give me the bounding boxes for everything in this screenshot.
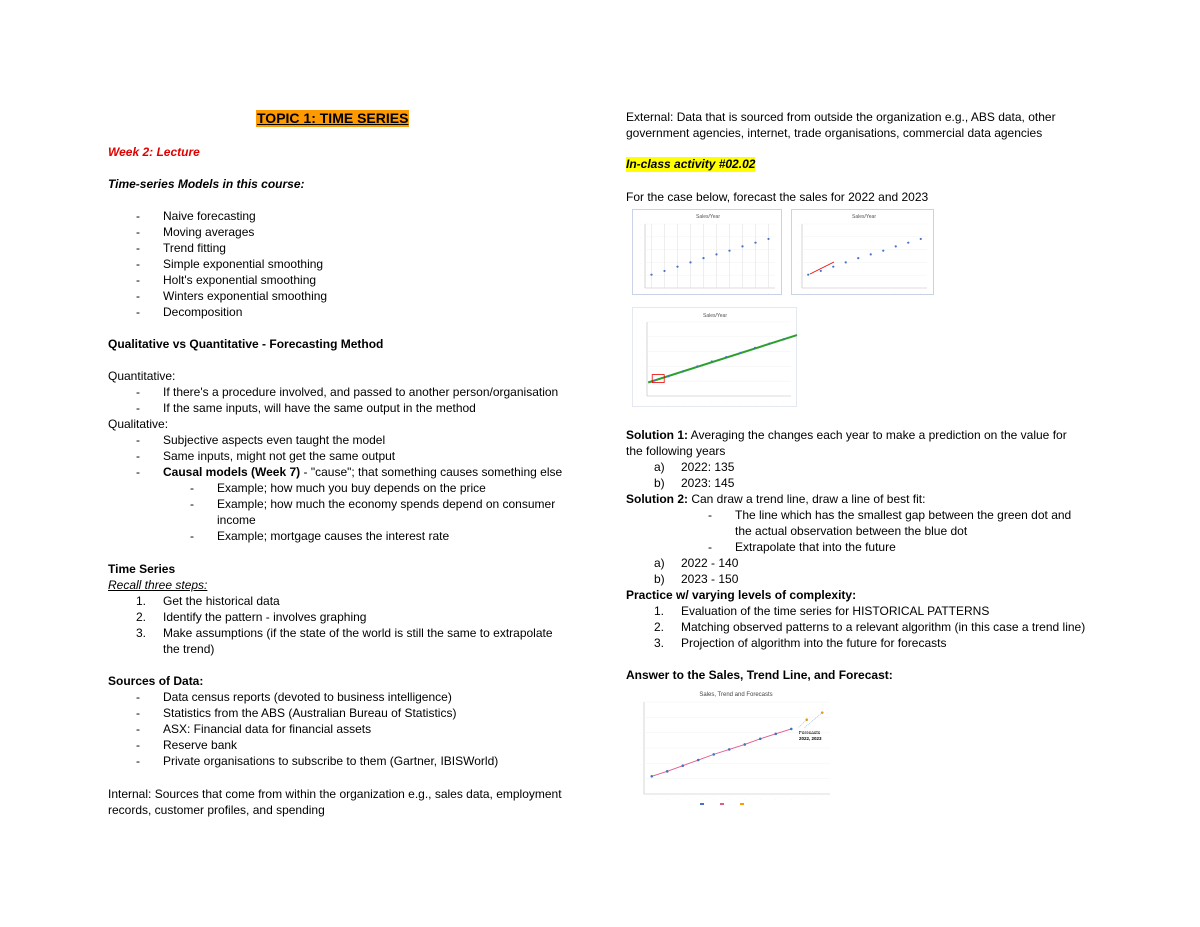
data-point	[870, 253, 872, 255]
y-tick-label: ·	[640, 777, 641, 782]
data-point	[740, 352, 742, 354]
model-item: Trend fitting	[163, 241, 226, 255]
x-tick-label: ·	[895, 292, 897, 295]
causal-rest: - "cause"; that something causes something else	[300, 465, 563, 479]
data-point	[882, 250, 884, 252]
data-point	[920, 238, 922, 240]
sol2-b: 2023 - 150	[681, 572, 739, 586]
chart-title: Sales/Year	[703, 313, 727, 319]
causal-example: Example; how much you buy depends on the price	[217, 481, 486, 495]
x-tick-label: ·	[775, 797, 777, 801]
chart-title: Sales/Year	[852, 214, 876, 220]
dash: -	[136, 690, 140, 704]
dash: -	[136, 738, 140, 752]
x-tick-label: ·	[754, 400, 756, 403]
data-point	[895, 245, 897, 247]
data-point	[743, 743, 746, 746]
practice-item: Matching observed patterns to a relevant algorithm (in this case a trend line)	[681, 620, 1086, 634]
ts-recall: Recall three steps:	[108, 578, 208, 592]
internal-text: Internal: Sources that come from within the organization e.g., sales data, employment	[108, 787, 562, 801]
x-tick-label: ·	[783, 400, 785, 403]
data-point	[774, 733, 777, 736]
quant-item: If the same inputs, will have the same output in the method	[163, 401, 476, 415]
quant-item: If there's a procedure involved, and passed to another person/organisation	[163, 385, 559, 399]
qual-item: Same inputs, might not get the same output	[163, 449, 396, 463]
x-tick-label: ·	[729, 292, 730, 295]
x-tick-label: ·	[742, 292, 743, 295]
x-tick-label: ·	[666, 797, 668, 801]
y-tick-label: ·	[640, 222, 641, 227]
x-tick-label: ·	[821, 797, 823, 801]
y-tick-label: ·	[640, 746, 641, 751]
solution1	[626, 428, 1067, 443]
x-tick-label: ·	[716, 292, 717, 295]
model-item: Simple exponential smoothing	[163, 257, 324, 271]
x-tick-label: ·	[725, 400, 727, 403]
model-item: Winters exponential smoothing	[163, 289, 328, 303]
final-forecast-chart	[630, 686, 842, 808]
qvq-heading: Qualitative vs Quantitative - Forecasting Method	[108, 337, 384, 351]
dash: -	[190, 481, 194, 495]
dash: -	[136, 401, 140, 415]
model-item: Holt's exponential smoothing	[163, 273, 317, 287]
source-item: ASX: Financial data for financial assets	[163, 722, 372, 736]
dash: -	[136, 754, 140, 768]
quant-label: Quantitative:	[108, 369, 176, 383]
num: 1.	[654, 604, 665, 618]
dash: -	[136, 706, 140, 720]
data-point	[759, 738, 762, 741]
dash: -	[136, 465, 140, 479]
ts-step: Make assumptions (if the state of the world is still the same to extrapolate	[163, 626, 553, 640]
dash: -	[136, 257, 140, 271]
data-point	[728, 250, 730, 252]
y-tick-label: ·	[797, 260, 798, 265]
dash: -	[136, 305, 140, 319]
sol1-b: 2023: 145	[681, 476, 735, 490]
model-item: Moving averages	[163, 225, 255, 239]
answer-heading: Answer to the Sales, Trend Line, and Forecast:	[626, 668, 893, 682]
data-point	[697, 759, 700, 762]
source-item: Statistics from the ABS (Australian Bureau of Statistics)	[163, 706, 457, 720]
model-item: Decomposition	[163, 305, 243, 319]
letter: a)	[654, 556, 665, 570]
qual-label: Qualitative:	[108, 417, 169, 431]
y-tick-label: ·	[640, 700, 641, 705]
sol2-sub-cont: the actual observation between the blue dot	[735, 524, 968, 538]
gap-marker	[810, 262, 834, 274]
x-tick-label: ·	[651, 292, 652, 295]
x-tick-label: ·	[806, 797, 808, 801]
data-point	[668, 375, 670, 377]
model-item: Naive forecasting	[163, 209, 256, 223]
x-tick-label: ·	[768, 292, 769, 295]
y-tick-label: ·	[640, 260, 641, 265]
practice-item: Evaluation of the time series for HISTORICAL PATTERNS	[681, 604, 990, 618]
y-tick-label: ·	[797, 248, 798, 253]
qual-item: Subjective aspects even taught the model	[163, 433, 386, 447]
legend-swatch	[740, 803, 744, 805]
causal-item	[163, 465, 562, 480]
dash: -	[136, 273, 140, 287]
data-point	[783, 338, 785, 340]
models-heading: Time-series Models in this course:	[108, 177, 305, 191]
chart-title: Sales, Trend and Forecasts	[699, 692, 773, 698]
x-tick-label: ·	[832, 292, 834, 295]
x-tick-label: ·	[697, 797, 699, 801]
y-tick-label: ·	[642, 379, 643, 384]
sol2-rest: Can draw a trend line, draw a line of best fit:	[688, 492, 926, 506]
data-point	[666, 770, 669, 773]
letter: b)	[654, 572, 665, 586]
data-point	[712, 753, 715, 756]
sales-chart-1	[632, 209, 782, 295]
num: 2.	[654, 620, 665, 634]
dash: -	[136, 385, 140, 399]
sol1-rest: Averaging the changes each year to make a prediction on the value for	[688, 428, 1067, 442]
sales-chart-3	[632, 307, 797, 407]
forecast-annotation-years: 2022, 2023	[799, 736, 822, 741]
causal-example: Example; mortgage causes the interest rate	[217, 529, 450, 543]
data-point	[807, 274, 809, 276]
sol2-sub: Extrapolate that into the future	[735, 540, 896, 554]
x-tick-label: ·	[651, 797, 653, 801]
num: 1.	[136, 594, 147, 608]
data-point	[711, 360, 713, 362]
x-tick-label: ·	[768, 400, 770, 403]
trend-line	[648, 335, 797, 382]
data-point	[653, 379, 655, 381]
sales-chart-2	[791, 209, 934, 295]
data-point	[728, 748, 731, 751]
forecast-annotation: Forecasts	[799, 730, 821, 735]
num: 2.	[136, 610, 147, 624]
x-tick-label: ·	[696, 400, 698, 403]
x-tick-label: ·	[682, 400, 684, 403]
x-tick-label: ·	[740, 400, 742, 403]
dash: -	[136, 241, 140, 255]
data-point	[741, 245, 743, 247]
data-point	[790, 728, 793, 731]
x-tick-label: ·	[857, 292, 859, 295]
dash: -	[136, 289, 140, 303]
solution1-cont: the following years	[626, 444, 726, 458]
data-point	[715, 253, 717, 255]
data-point	[857, 257, 859, 259]
causal-example-cont: income	[217, 513, 256, 527]
sales-chart-3-svg	[633, 308, 798, 408]
x-tick-label: ·	[920, 292, 922, 295]
sales-chart-1-svg	[633, 210, 783, 296]
topic-title: TOPIC 1: TIME SERIES	[257, 110, 409, 126]
source-item: Reserve bank	[163, 738, 238, 752]
x-tick-label: ·	[882, 292, 884, 295]
x-tick-label: ·	[755, 292, 756, 295]
data-point	[650, 274, 652, 276]
x-tick-label: ·	[907, 292, 909, 295]
sol1-bold: Solution 1:	[626, 428, 688, 442]
sol2-bold: Solution 2:	[626, 492, 688, 506]
letter: b)	[654, 476, 665, 490]
y-tick-label: ·	[640, 761, 641, 766]
data-point	[696, 365, 698, 367]
y-tick-label: ·	[640, 731, 641, 736]
y-tick-label: ·	[640, 248, 641, 253]
x-tick-label: ·	[744, 797, 746, 801]
x-tick-label: ·	[820, 292, 822, 295]
y-tick-label: ·	[642, 335, 643, 340]
y-tick-label: ·	[642, 364, 643, 369]
x-tick-label: ·	[668, 400, 670, 403]
sol1-a: 2022: 135	[681, 460, 735, 474]
y-tick-label: ·	[797, 222, 798, 227]
external-text: External: Data that is sourced from outside the organization e.g., ABS data, other	[626, 110, 1056, 124]
causal-example: Example; how much the economy spends depend on consumer	[217, 497, 556, 511]
x-tick-label: ·	[713, 797, 715, 801]
data-point	[663, 270, 665, 272]
legend-swatch	[720, 803, 724, 805]
data-point	[754, 347, 756, 349]
dash: -	[190, 529, 194, 543]
data-point	[681, 764, 684, 767]
y-tick-label: ·	[797, 273, 798, 278]
y-tick-label: ·	[640, 715, 641, 720]
source-item: Data census reports (devoted to business intelligence)	[163, 690, 452, 704]
num: 3.	[654, 636, 665, 650]
x-tick-label: ·	[790, 797, 792, 801]
internal-text-cont: records, customer profiles, and spending	[108, 803, 325, 817]
forecast-pointer	[798, 720, 807, 728]
causal-bold: Causal models (Week 7)	[163, 465, 301, 479]
dash: -	[136, 722, 140, 736]
ts-heading: Time Series	[108, 562, 176, 576]
data-point	[832, 266, 834, 268]
ts-step-cont: the trend)	[163, 642, 215, 656]
ts-step: Identify the pattern - involves graphing	[163, 610, 367, 624]
data-point	[907, 242, 909, 244]
dash: -	[136, 433, 140, 447]
dash: -	[708, 508, 712, 522]
sales-chart-2-svg	[792, 210, 935, 296]
dash: -	[136, 449, 140, 463]
external-text-cont: government agencies, internet, trade organisations, commercial data agencies	[626, 126, 1043, 140]
data-point	[702, 257, 704, 259]
x-tick-label: ·	[870, 292, 872, 295]
case-text: For the case below, forecast the sales for 2022 and 2023	[626, 190, 929, 204]
y-tick-label: ·	[640, 273, 641, 278]
data-point	[767, 238, 769, 240]
trend-line	[652, 729, 792, 776]
data-point	[676, 266, 678, 268]
sources-heading: Sources of Data:	[108, 674, 204, 688]
practice-item: Projection of algorithm into the future for forecasts	[681, 636, 947, 650]
dash: -	[136, 225, 140, 239]
data-point	[650, 775, 653, 778]
x-tick-label: ·	[728, 797, 730, 801]
y-tick-label: ·	[642, 350, 643, 355]
x-tick-label: ·	[759, 797, 761, 801]
dash: -	[708, 540, 712, 554]
legend-swatch	[700, 803, 704, 805]
y-tick-label: ·	[797, 235, 798, 240]
num: 3.	[136, 626, 147, 640]
source-item: Private organisations to subscribe to them (Gartner, IBISWorld)	[163, 754, 499, 768]
data-point	[754, 242, 756, 244]
letter: a)	[654, 460, 665, 474]
x-tick-label: ·	[677, 292, 678, 295]
ts-step: Get the historical data	[163, 594, 280, 608]
sol2-a: 2022 - 140	[681, 556, 739, 570]
x-tick-label: ·	[845, 292, 847, 295]
x-tick-label: ·	[664, 292, 665, 295]
x-tick-label: ·	[703, 292, 704, 295]
x-tick-label: ·	[653, 400, 655, 403]
practice-heading: Practice w/ varying levels of complexity:	[626, 588, 857, 602]
dash: -	[190, 497, 194, 511]
activity-heading: In-class activity #02.02	[626, 157, 756, 171]
forecast-point	[821, 711, 824, 714]
final-forecast-chart-svg	[630, 686, 842, 808]
data-point	[725, 356, 727, 358]
x-tick-label: ·	[690, 292, 691, 295]
data-point	[845, 261, 847, 263]
y-tick-label: ·	[640, 235, 641, 240]
dash: -	[136, 209, 140, 223]
y-tick-label: ·	[642, 320, 643, 325]
data-point	[689, 261, 691, 263]
x-tick-label: ·	[807, 292, 809, 295]
solution2	[626, 492, 925, 507]
data-point	[682, 370, 684, 372]
chart-title: Sales/Year	[696, 214, 720, 220]
sol2-sub: The line which has the smallest gap between the green dot and	[735, 508, 1072, 522]
x-tick-label: ·	[711, 400, 713, 403]
data-point	[820, 270, 822, 272]
data-point	[768, 342, 770, 344]
x-tick-label: ·	[682, 797, 684, 801]
week-heading: Week 2: Lecture	[108, 145, 200, 159]
